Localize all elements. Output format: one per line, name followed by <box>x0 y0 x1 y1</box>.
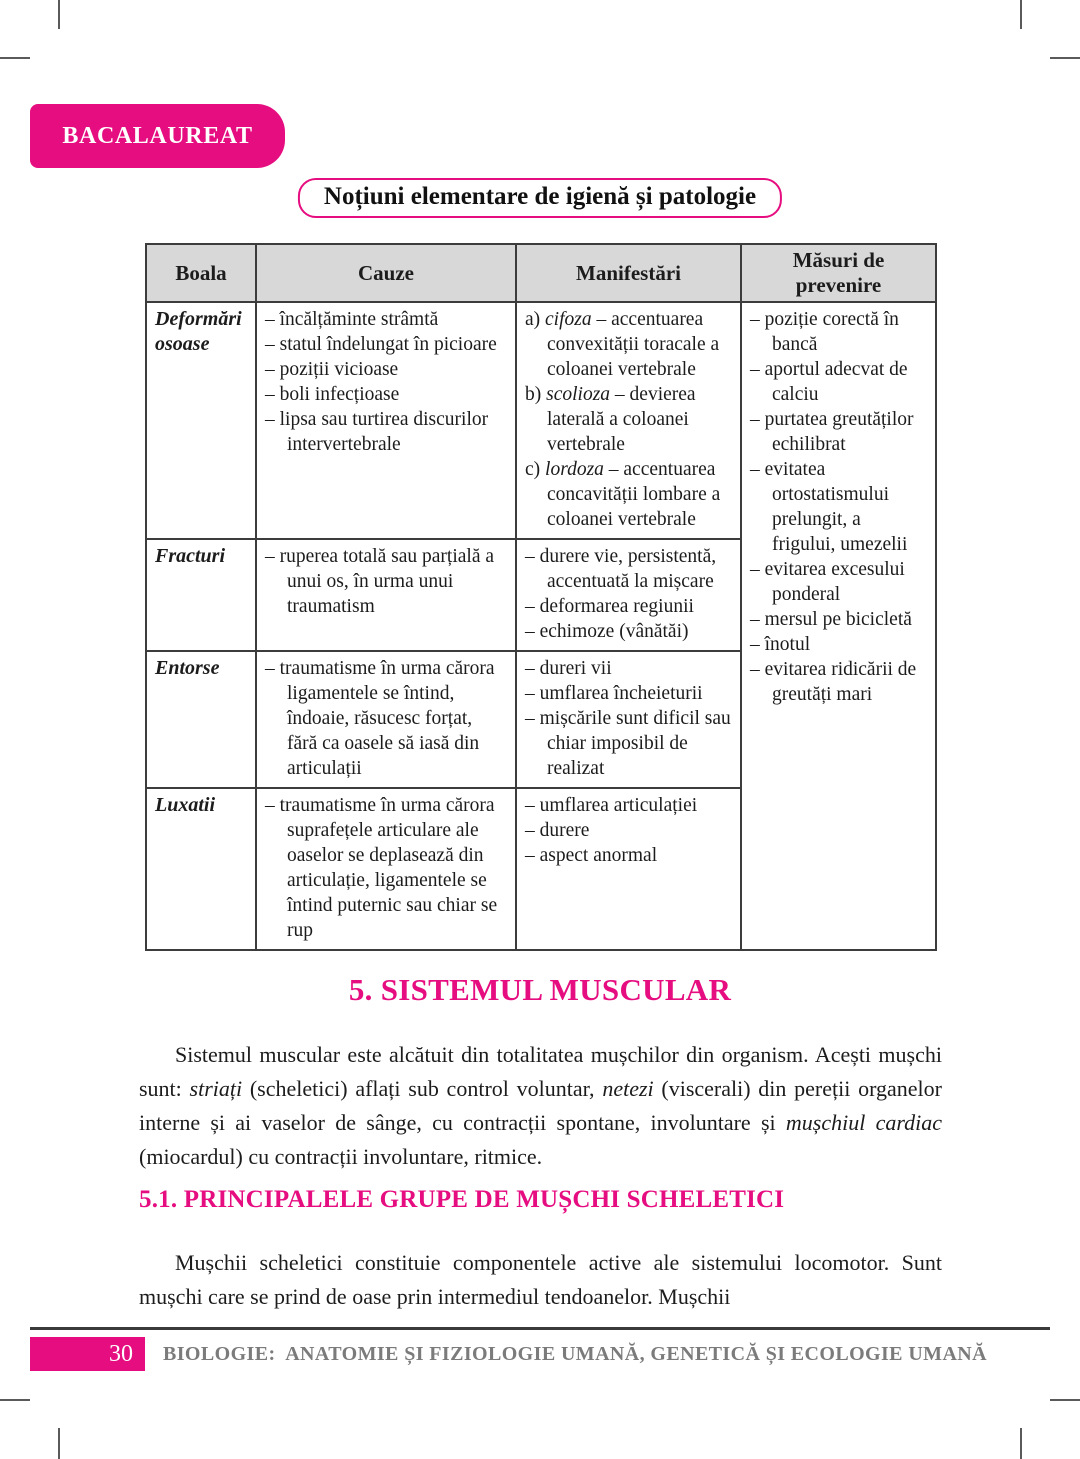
paragraph-muscular-system <box>139 1038 942 1174</box>
list-marker: – <box>265 658 280 679</box>
manifestations-cell <box>516 651 741 788</box>
text-run: durere <box>539 820 590 841</box>
crop-mark-top-left-horizontal <box>0 57 30 59</box>
subsection-title: 5.1. PRINCIPALELE GRUPE DE MUȘCHI SCHELETICI <box>139 1186 785 1213</box>
italic-run: lordoza <box>545 459 604 480</box>
chapter-title-box <box>298 178 782 218</box>
list-item <box>750 657 927 707</box>
crop-mark-top-right-vertical <box>1020 0 1022 29</box>
crop-mark-bottom-left-vertical <box>58 1428 60 1459</box>
list-marker: a) <box>525 309 546 330</box>
footer-book-title: BIOLOGIE: ANATOMIE ȘI FIZIOLOGIE UMANĂ, GENETICĂ ȘI ECOLOGIE UMANĂ <box>163 1342 987 1365</box>
italic-run: cifoza <box>545 309 592 330</box>
text-run: evitarea excesului ponderal <box>764 559 905 605</box>
list-item <box>265 407 507 457</box>
text-run: – accentuarea concavității lombare a coloanei vertebrale <box>547 459 721 530</box>
column-header-prevention: Măsuri de prevenire <box>741 244 936 302</box>
text-run: umflarea încheieturii <box>539 683 703 704</box>
text-run: mersul pe bicicletă <box>764 609 912 630</box>
text-run: aportul adecvat de calciu <box>764 359 908 405</box>
text-run: (miocardul) cu contracții involuntare, ritmice. <box>139 1144 543 1169</box>
italic-run: mușchiul cardiac <box>785 1110 943 1135</box>
text-run: – accentuarea convexității toracale a coloanei vertebrale <box>547 309 720 380</box>
text-run: umflarea articulației <box>539 795 698 816</box>
list-marker: – <box>750 634 765 655</box>
text-run: ruperea totală sau parțială a unui os, în urma unui traumatism <box>279 546 495 617</box>
manifestations-cell <box>516 788 741 950</box>
list-marker: c) <box>525 459 546 480</box>
list-item <box>525 457 732 532</box>
page-number-badge <box>30 1337 145 1371</box>
list-marker: b) <box>525 384 547 405</box>
pathology-table <box>145 243 937 951</box>
text-run: evitatea ortostatismului prelungit, a frigului, umezelii <box>764 459 908 555</box>
disease-name: Luxatii <box>146 788 256 950</box>
list-item <box>525 544 732 594</box>
section-title: 5. SISTEMUL MUSCULAR <box>348 972 732 1007</box>
causes-cell <box>256 539 516 651</box>
text-run: aspect anormal <box>539 845 658 866</box>
column-header-manifestations: Manifestări <box>516 244 741 302</box>
text-run: poziții vicioase <box>279 359 399 380</box>
list-marker: – <box>525 658 540 679</box>
list-item <box>525 818 732 843</box>
list-item <box>750 607 927 632</box>
list-marker: – <box>265 384 280 405</box>
list-marker: – <box>265 359 280 380</box>
disease-name: Entorse <box>146 651 256 788</box>
list-item <box>750 407 927 457</box>
list-marker: – <box>525 708 540 729</box>
list-marker: – <box>265 409 280 430</box>
list-marker: – <box>750 609 765 630</box>
list-item <box>525 681 732 706</box>
text-run: înotul <box>764 634 811 655</box>
list-marker: – <box>265 334 280 355</box>
list-item <box>750 457 927 557</box>
crop-mark-top-right-horizontal <box>1050 57 1080 59</box>
text-run: purtatea greutăților echilibrat <box>764 409 914 455</box>
text-run: mișcările sunt dificil sau chiar imposibil de realizat <box>539 708 731 779</box>
list-marker: – <box>525 795 540 816</box>
text-run: (scheletici) aflați sub control voluntar, <box>242 1076 603 1101</box>
manifestations-cell <box>516 302 741 539</box>
text-run: Mușchii scheletici constituie componentele active ale sistemului locomotor. Sunt mușchi care se prind de oase prin intermediul tendoanelor. Mușchii <box>139 1250 942 1309</box>
causes-cell <box>256 788 516 950</box>
chapter-title: Noțiuni elementare de igienă și patologie <box>323 183 757 210</box>
italic-run: striați <box>189 1076 243 1101</box>
list-marker: – <box>525 845 540 866</box>
list-marker: – <box>750 409 765 430</box>
text-run: deformarea regiunii <box>539 596 694 617</box>
list-item <box>265 357 507 382</box>
list-item <box>525 619 732 644</box>
list-marker: – <box>750 309 765 330</box>
manifestations-cell <box>516 539 741 651</box>
text-run: evitarea ridicării de greutăți mari <box>764 659 917 705</box>
crop-mark-bottom-left-horizontal <box>0 1399 30 1401</box>
list-item <box>525 656 732 681</box>
prevention-cell <box>741 302 936 950</box>
column-header-causes: Cauze <box>256 244 516 302</box>
list-marker: – <box>750 559 765 580</box>
list-item <box>265 332 507 357</box>
table-row <box>146 302 936 539</box>
column-header-disease: Boala <box>146 244 256 302</box>
crop-mark-top-left-vertical <box>58 0 60 29</box>
crop-mark-bottom-right-horizontal <box>1050 1399 1080 1401</box>
text-run: durere vie, persistentă, accentuată la mișcare <box>539 546 717 592</box>
list-marker: – <box>265 546 280 567</box>
text-run: boli infecțioase <box>279 384 400 405</box>
text-run: lipsa sau turtirea discurilor intervertebrale <box>279 409 489 455</box>
disease-name: Deformări osoase <box>146 302 256 539</box>
list-marker: – <box>525 546 540 567</box>
list-marker: – <box>750 459 765 480</box>
list-item <box>525 307 732 382</box>
list-marker: – <box>525 621 540 642</box>
list-item <box>525 382 732 457</box>
list-marker: – <box>525 820 540 841</box>
causes-cell <box>256 302 516 539</box>
list-item <box>265 656 507 781</box>
list-marker: – <box>265 309 280 330</box>
list-item <box>750 632 927 657</box>
list-item <box>265 307 507 332</box>
list-marker: – <box>750 359 765 380</box>
list-item <box>525 706 732 781</box>
text-run: statul îndelungat în picioare <box>279 334 497 355</box>
disease-name: Fracturi <box>146 539 256 651</box>
bacalaureat-badge <box>30 104 285 168</box>
table-header-row <box>146 244 936 302</box>
list-item <box>750 557 927 607</box>
causes-cell <box>256 651 516 788</box>
list-item <box>265 793 507 943</box>
text-run: traumatisme în urma cărora ligamentele se întind, îndoaie, răsucesc forțat, fără ca oasele să iasă din articulații <box>279 658 495 779</box>
page-number: 30 <box>109 1340 133 1367</box>
list-item <box>265 544 507 619</box>
italic-run: scolioza <box>546 384 611 405</box>
list-item <box>750 357 927 407</box>
text-run: traumatisme în urma cărora suprafețele articulare ale oaselor se deplasează din articulație, ligamentele se întind puternic sau chiar se rup <box>279 795 498 941</box>
text-run: Sistemul muscular este alcătuit din totalitatea mușchilor din organism. Acești mușchi sunt: <box>139 1042 942 1101</box>
list-item <box>525 594 732 619</box>
footer-rule <box>30 1327 1050 1330</box>
list-marker: – <box>525 596 540 617</box>
text-run: dureri vii <box>539 658 612 679</box>
list-item <box>525 843 732 868</box>
text-run: încălțăminte strâmtă <box>279 309 439 330</box>
text-run: – devierea laterală a coloanei vertebrale <box>547 384 696 455</box>
paragraph-skeletal-muscles <box>139 1246 942 1314</box>
italic-run: netezi <box>602 1076 654 1101</box>
list-item <box>265 382 507 407</box>
text-run: (viscerali) din pereții organelor interne și ai vaselor de sânge, cu contracții spontane, involuntare și <box>139 1076 942 1135</box>
text-run: echimoze (vânătăi) <box>539 621 689 642</box>
list-marker: – <box>265 795 280 816</box>
list-marker: – <box>750 659 765 680</box>
crop-mark-bottom-right-vertical <box>1020 1428 1022 1459</box>
bacalaureat-badge-label: BACALAUREAT <box>62 122 253 149</box>
list-item <box>750 307 927 357</box>
text-run: poziție corectă în bancă <box>764 309 899 355</box>
list-marker: – <box>525 683 540 704</box>
list-item <box>525 793 732 818</box>
